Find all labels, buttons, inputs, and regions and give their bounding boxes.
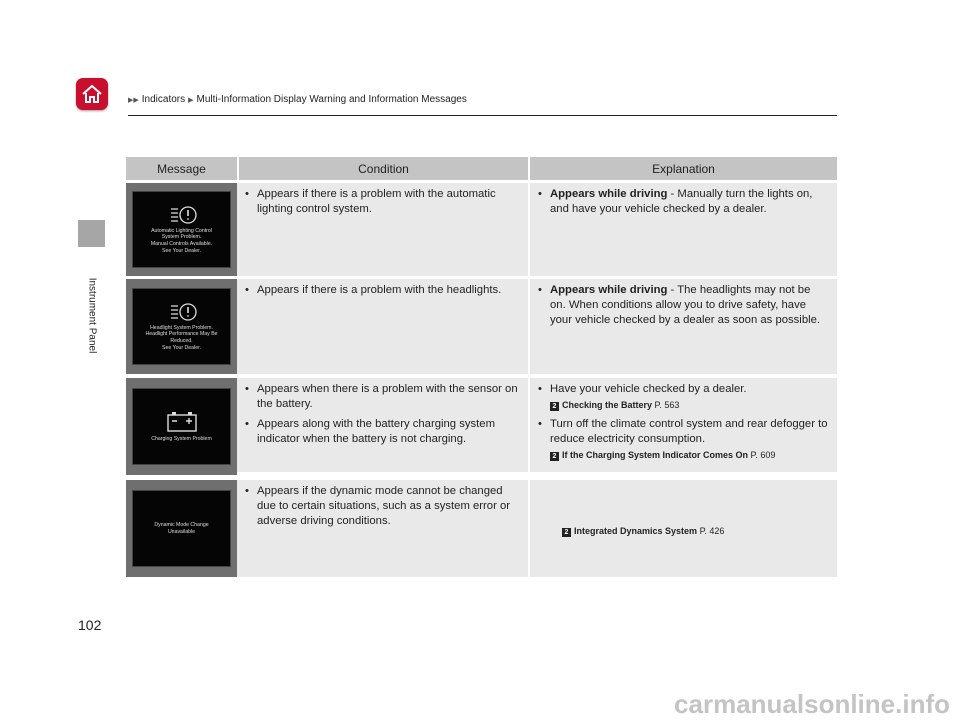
display-screen bbox=[132, 388, 231, 465]
reference-arrow-icon: 2 bbox=[562, 528, 571, 537]
message-image bbox=[126, 183, 237, 276]
table-row bbox=[126, 480, 837, 577]
explanation-text: - Manually turn the lights on, and have your vehicle checked by a dealer. bbox=[550, 188, 813, 215]
screen-line: Unavailable bbox=[167, 528, 196, 535]
battery-icon bbox=[166, 411, 198, 433]
headlight-warning-icon bbox=[167, 205, 197, 225]
breadcrumb-arrow-icon: ▶▶ bbox=[128, 96, 139, 104]
explanation-cell: • Turn off the climate control system and rear defogger to reduce electricity consumption. 2 If the Charging System Indicator Comes On P. 609 bbox=[528, 413, 837, 472]
condition-cell: • Appears if there is a problem with the headlights. bbox=[237, 279, 528, 374]
display-screen bbox=[132, 191, 231, 268]
reference-arrow-icon: 2 bbox=[550, 452, 559, 461]
condition-text: Appears when there is a problem with the sensor on the battery. bbox=[257, 383, 518, 410]
explanation-cell bbox=[528, 480, 837, 577]
condition-cell: • Appears if there is a problem with the automatic lighting control system. bbox=[237, 183, 528, 276]
header-divider bbox=[128, 115, 837, 116]
table-header bbox=[126, 157, 837, 180]
screen-line: Dynamic Mode Change bbox=[154, 521, 209, 528]
condition-text: Appears if there is a problem with the automatic lighting control system. bbox=[257, 188, 496, 215]
display-screen bbox=[132, 288, 231, 365]
screen-line: Charging System Problem bbox=[151, 435, 212, 442]
explanation-text: - The headlights may not be on. When conditions allow you to drive safety, have your vehicle checked by a dealer as soon as possible. bbox=[550, 284, 821, 326]
column-header-condition: Condition bbox=[237, 157, 528, 180]
condition-cell: • Appears if the dynamic mode cannot be changed due to certain situations, such as a system error or adverse driving conditions. bbox=[237, 480, 528, 577]
chapter-label: Instrument Panel bbox=[86, 277, 98, 353]
column-header-explanation: Explanation bbox=[528, 157, 837, 180]
explanation-bold: Appears while driving bbox=[550, 188, 668, 200]
message-image bbox=[126, 378, 237, 475]
screen-line: Reduced. bbox=[170, 338, 193, 344]
condition-text: Appears if there is a problem with the headlights. bbox=[257, 284, 502, 296]
explanation-text: Have your vehicle checked by a dealer. bbox=[550, 383, 747, 395]
condition-text: Appears along with the battery charging system indicator when the battery is not charging. bbox=[257, 418, 495, 445]
breadcrumb bbox=[128, 94, 467, 105]
screen-line: Manual Controls Available. bbox=[150, 241, 213, 247]
table-subrow bbox=[237, 378, 837, 410]
page-reference-link[interactable]: 2 Integrated Dynamics System P. 426 bbox=[538, 524, 724, 539]
table-row bbox=[126, 183, 837, 276]
explanation-text: Turn off the climate control system and rear defogger to reduce electricity consumption. bbox=[550, 418, 828, 445]
page-reference-link[interactable]: 2 If the Charging System Indicator Comes On P. 609 bbox=[538, 448, 829, 463]
message-table bbox=[126, 157, 837, 577]
table-row bbox=[126, 279, 837, 374]
page-number: 102 bbox=[78, 617, 102, 633]
screen-line: System Problem. bbox=[161, 234, 202, 241]
breadcrumb-link-indicators[interactable]: Indicators bbox=[141, 94, 186, 105]
screen-line: Headlight Performance May Be bbox=[145, 331, 218, 338]
table-subrow bbox=[237, 413, 837, 472]
reference-arrow-icon: 2 bbox=[550, 402, 559, 411]
home-button[interactable] bbox=[76, 78, 108, 110]
screen-line: See Your Dealer. bbox=[162, 344, 201, 351]
explanation-cell: • Appears while driving - Manually turn the lights on, and have your vehicle checked by a dealer. bbox=[528, 183, 837, 276]
breadcrumb-arrow-icon: ▶ bbox=[188, 96, 194, 104]
column-header-message: Message bbox=[157, 161, 206, 176]
breadcrumb-current: Multi-Information Display Warning and Information Messages bbox=[196, 94, 467, 105]
page-reference-link[interactable]: 2 Checking the Battery P. 563 bbox=[538, 398, 829, 413]
condition-text: Appears if the dynamic mode cannot be changed due to certain situations, such as a system error or adverse driving conditions. bbox=[257, 485, 511, 527]
explanation-cell: • Appears while driving - The headlights may not be on. When conditions allow you to drive safety, have your vehicle checked by a dealer as soon as possible. bbox=[528, 279, 837, 374]
explanation-bold: Appears while driving bbox=[550, 284, 668, 296]
explanation-cell: • Have your vehicle checked by a dealer. 2 Checking the Battery P. 563 bbox=[528, 378, 837, 413]
headlight-warning-icon bbox=[167, 302, 197, 322]
home-icon bbox=[81, 84, 103, 104]
table-row bbox=[126, 378, 837, 475]
screen-line: Automatic Lighting Control bbox=[151, 227, 212, 234]
screen-line: Headlight System Problem. bbox=[150, 324, 213, 331]
chapter-tab[interactable] bbox=[78, 220, 105, 247]
watermark: carmanualsonline.info bbox=[674, 689, 950, 719]
condition-cell: • Appears when there is a problem with the sensor on the battery. bbox=[237, 378, 528, 413]
message-image bbox=[126, 480, 237, 577]
message-image bbox=[126, 279, 237, 374]
screen-line: See Your Dealer. bbox=[162, 247, 201, 254]
display-screen bbox=[132, 490, 231, 567]
condition-cell: • Appears along with the battery charging system indicator when the battery is not charging. bbox=[237, 413, 528, 472]
